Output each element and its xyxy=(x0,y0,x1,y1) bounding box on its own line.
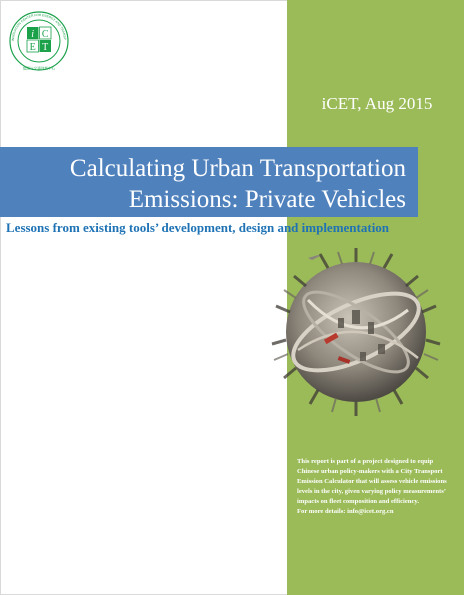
report-description-block xyxy=(297,457,455,517)
city-globe-image xyxy=(268,240,444,422)
title-banner xyxy=(0,147,418,217)
logo-ring-text: INNOVATION CENTER FOR ENERGY AND TRANSP xyxy=(10,12,67,42)
contact-info: For more details: info@icet.org.cn xyxy=(297,508,394,515)
logo-letter-t: T xyxy=(42,42,49,53)
title-line-1: Calculating Urban Transportation xyxy=(69,155,406,182)
subtitle: Lessons from existing tools’ development, design and implementation xyxy=(6,220,390,235)
icet-logo xyxy=(8,10,70,72)
logo-letter-e: E xyxy=(29,42,36,53)
logo-letter-i: i xyxy=(31,29,35,40)
logo-chinese-name: 能源与交通创新中心 xyxy=(22,66,56,71)
title-line-2: Emissions: Private Vehicles xyxy=(128,186,406,213)
report-date: iCET, Aug 2015 xyxy=(321,94,433,113)
logo-letter-c: C xyxy=(41,29,49,40)
report-description: This report is part of a project designed to equip Chinese urban policy-makers with a City Transport Emission Calculator that will assess vehicle emissions levels in the city, given varying policy measurements’ impacts on fleet composition and efficiency. xyxy=(297,458,447,505)
